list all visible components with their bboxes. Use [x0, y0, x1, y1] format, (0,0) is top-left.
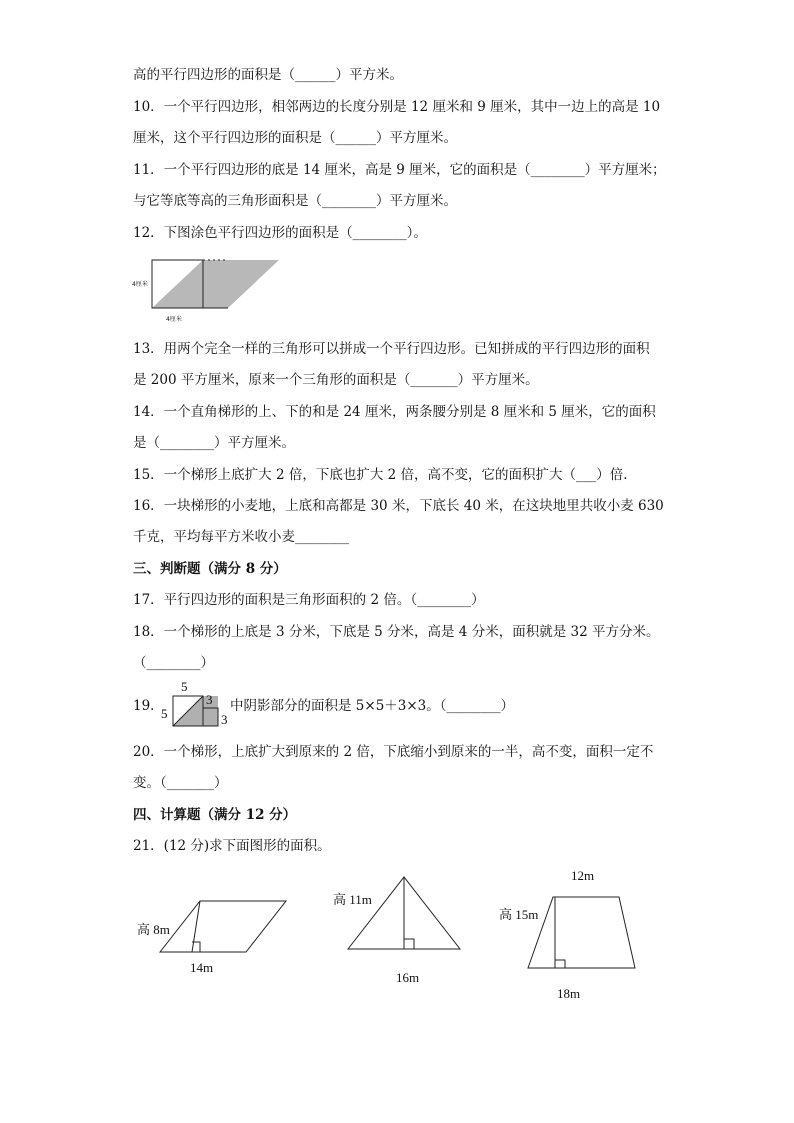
shaded-squares-figure: [160, 677, 230, 729]
base-label: 4厘米: [166, 316, 182, 323]
text-line: 高的平行四边形的面积是（______）平方米。: [133, 67, 403, 83]
question-21: 21．(12 分)求下面图形的面积。: [133, 838, 331, 854]
parallelogram-figure: [130, 880, 295, 980]
text-line: 与它等底等高的三角形面积是（________）平方厘米。: [133, 193, 457, 209]
base-label: 18m: [557, 986, 581, 1001]
text-line: 千克，平均每平方米收小麦________: [133, 529, 349, 545]
base-label: 14m: [190, 960, 214, 975]
base-label: 16m: [396, 970, 420, 985]
trapezoid-figure: [495, 862, 645, 1007]
section-heading-calculation: 四、计算题（满分 12 分）: [133, 807, 297, 823]
height-label: 4厘米: [132, 281, 148, 288]
section-heading-judgement: 三、判断题（满分 8 分）: [133, 561, 287, 577]
shaded-parallelogram: [152, 260, 279, 308]
question-10: 10．一个平行四边形，相邻两边的长度分别是 12 厘米和 9 厘米，其中一边上的高是 10: [133, 99, 661, 115]
height-line: [192, 901, 200, 952]
height-label: 高 8m: [137, 922, 170, 937]
question-13: 13．用两个完全一样的三角形可以拼成一个平行四边形。已知拼成的平行四边形的面积: [133, 341, 650, 357]
top-label: 5: [181, 679, 188, 694]
top-label: 12m: [571, 868, 595, 883]
question-20: 20．一个梯形，上底扩大到原来的 2 倍，下底缩小到原来的一半，高不变，面积一定不: [133, 744, 654, 760]
text-line: 是（________）平方厘米。: [133, 435, 295, 451]
question-19-number: 19．: [133, 698, 164, 714]
text-line: 是 200 平方厘米，原来一个三角形的面积是（_______）平方厘米。: [133, 372, 539, 388]
question-14: 14．一个直角梯形的上、下的和是 24 厘米，两条腰分别是 8 厘米和 5 厘米，它的面积: [133, 404, 656, 420]
trapezoid-shape: [528, 897, 635, 968]
question-12: 12．下图涂色平行四边形的面积是（________）。: [133, 225, 427, 241]
small-top-label: 3: [206, 692, 213, 707]
height-label: 高 11m: [333, 892, 372, 907]
left-label: 5: [161, 706, 168, 721]
triangle-figure: [330, 870, 465, 990]
question-18: 18．一个梯形的上底是 3 分米，下底是 5 分米，高是 4 分米，面积就是 32 平方分米。: [133, 624, 660, 640]
small-right-label: 3: [221, 712, 228, 727]
text-line: 厘米，这个平行四边形的面积是（______）平方厘米。: [133, 130, 457, 146]
question-15: 15．一个梯形上底扩大 2 倍，下底也扩大 2 倍，高不变，它的面积扩大（___）倍.: [133, 467, 628, 483]
text-line: （________）: [133, 655, 214, 671]
height-label: 高 15m: [499, 907, 539, 922]
question-17: 17．平行四边形的面积是三角形面积的 2 倍。（________）: [133, 592, 485, 608]
question-16: 16．一块梯形的小麦地，上底和高都是 30 米，下底长 40 米，在这块地里共收小麦 630: [133, 498, 664, 514]
text-line: 变。（_______）: [133, 775, 228, 791]
question-19: 中阴影部分的面积是 5×5＋3×3。（________）: [230, 698, 515, 714]
shaded-parallelogram-figure: [130, 255, 285, 327]
parallelogram-shape: [160, 901, 286, 952]
question-11: 11．一个平行四边形的底是 14 厘米，高是 9 厘米，它的面积是（________）平方厘米；: [133, 162, 666, 178]
